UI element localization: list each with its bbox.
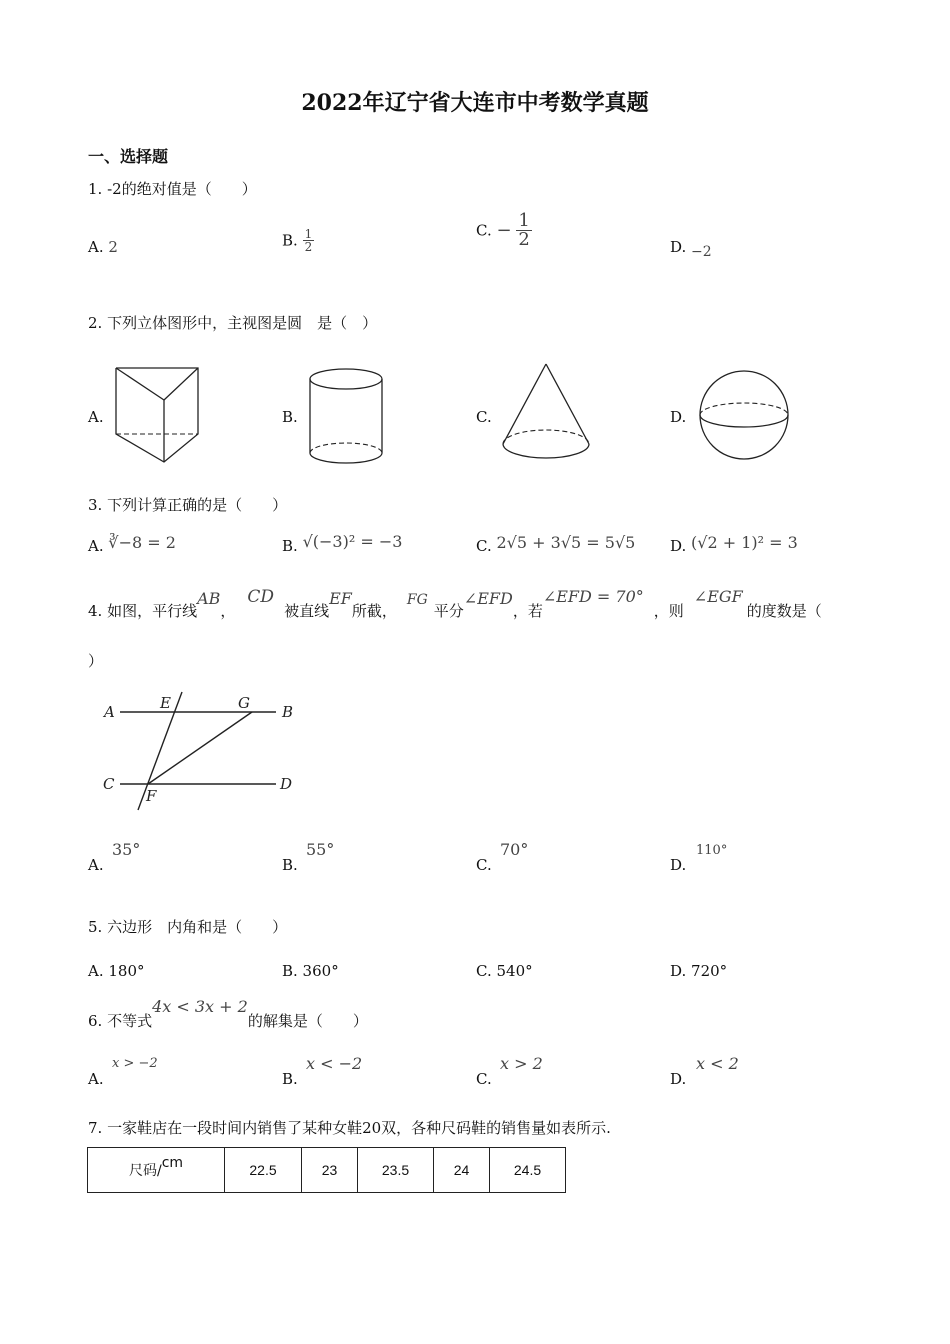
label-d: D	[280, 775, 293, 793]
cylinder-figure	[305, 365, 387, 469]
cone-figure	[498, 360, 594, 466]
q4-stem-line2: ）	[88, 652, 104, 670]
q4-option-c-value: 70°	[500, 840, 529, 859]
q3-stem: 3. 下列计算正确的是（ ）	[88, 496, 288, 514]
q3-option-a-value: ∛−8 = 2	[108, 533, 176, 552]
q3-option-a	[88, 533, 176, 555]
table-cell: 22.5	[225, 1148, 302, 1193]
q7-stem: 7. 一家鞋店在一段时间内销售了某种女鞋20双，各种尺码鞋的销售量如表所示.	[88, 1119, 611, 1137]
q6-text: 的解集是（ ）	[247, 1012, 368, 1030]
label-c: C	[103, 775, 115, 793]
table-cell: 23	[302, 1148, 358, 1193]
q1-option-a	[88, 238, 118, 256]
q4-option-d-label: D.	[670, 856, 687, 874]
q1-option-c-numerator: 1	[518, 210, 530, 231]
q1-option-d-value: −2	[691, 244, 712, 260]
q5-option-a: A. 180°	[88, 962, 145, 980]
q4-option-a-label: A.	[88, 856, 104, 874]
q4-text: 的度数是（	[746, 602, 822, 620]
q1-option-c-denominator: 2	[518, 229, 530, 250]
table-row	[88, 1148, 566, 1193]
label-f: F	[146, 787, 157, 805]
q1-option-b-denominator: 2	[304, 240, 313, 254]
q4-text: ，则	[653, 602, 684, 620]
q6-option-c-label: C.	[476, 1070, 492, 1088]
q6-stem	[88, 997, 368, 1031]
q6-math-inequality: 4x < 3x + 2	[152, 997, 248, 1016]
q3-option-d-value: (√2 + 1)² = 3	[691, 533, 798, 552]
q1-option-c	[476, 212, 532, 249]
q2-option-d-label: D.	[670, 408, 687, 426]
q4-option-b-label: B.	[282, 856, 298, 874]
q4-option-c-label: C.	[476, 856, 492, 874]
table-header-unit: cm	[161, 1155, 184, 1171]
triangular-prism-figure	[110, 362, 202, 466]
q5-option-b: B. 360°	[282, 962, 339, 980]
q3-option-b-label: B.	[282, 537, 298, 555]
q4-math-cd: CD	[247, 587, 275, 607]
label-b: B	[282, 703, 294, 721]
line-fg	[148, 712, 252, 784]
parallel-lines-figure	[98, 688, 308, 816]
q3-option-c-label: C.	[476, 537, 492, 555]
q2-stem: 2. 下列立体图形中，主视图是圆 是（ ）	[88, 314, 378, 332]
q6-text: 6. 不等式	[88, 1012, 153, 1030]
q4-math-ab: AB	[197, 589, 221, 608]
q4-text: ，	[220, 602, 236, 620]
q3-option-d	[670, 533, 798, 555]
label-e: E	[160, 694, 171, 712]
q5-stem: 5. 六边形 内角和是（ ）	[88, 918, 288, 936]
q3-option-b-value: √(−3)² = −3	[302, 532, 403, 551]
q4-text: ，若	[512, 602, 543, 620]
q1-option-a-value: 2	[108, 238, 118, 256]
q4-text: 4. 如图，平行线	[88, 602, 198, 620]
q4-option-b-value: 55°	[306, 840, 335, 859]
q3-option-c-value: 2√5 + 3√5 = 5√5	[496, 533, 636, 552]
table-header-label: 尺码/	[128, 1163, 162, 1179]
q1-option-a-label: A.	[88, 238, 104, 256]
q4-math-fg: FG	[406, 592, 428, 608]
table-header-cell	[88, 1148, 225, 1193]
q1-option-d-label: D.	[670, 238, 687, 256]
table-cell: 23.5	[358, 1148, 434, 1193]
q1-option-b	[282, 228, 314, 253]
q6-option-b-label: B.	[282, 1070, 298, 1088]
sphere-figure	[697, 370, 791, 462]
q1-option-c-label: C.	[476, 221, 492, 240]
q6-option-c-value: x > 2	[500, 1054, 543, 1073]
q4-option-a-value: 35°	[112, 840, 141, 859]
q2-option-c-label: C.	[476, 408, 492, 426]
q4-text: 被直线	[284, 602, 330, 620]
q4-math-ef: EF	[329, 589, 352, 608]
page-title: 2022年辽宁省大连市中考数学真题	[301, 90, 649, 116]
q6-option-b-value: x < −2	[306, 1054, 363, 1073]
q5-option-c: C. 540°	[476, 962, 533, 980]
q2-option-b-label: B.	[282, 408, 298, 426]
section-heading: 一、选择题	[88, 147, 169, 166]
q6-option-a-label: A.	[88, 1070, 104, 1088]
q6-option-d-label: D.	[670, 1070, 687, 1088]
q1-option-b-fraction	[303, 228, 315, 253]
q3-option-b	[282, 532, 403, 555]
q1-option-b-numerator: 1	[304, 227, 313, 241]
shoe-size-table	[87, 1147, 566, 1193]
q1-option-c-fraction	[516, 212, 531, 249]
table-cell: 24	[434, 1148, 490, 1193]
q4-text: 所截，	[351, 602, 397, 620]
q4-math-efd: ∠EFD	[463, 589, 513, 608]
q6-option-d-value: x < 2	[696, 1054, 739, 1073]
q1-option-b-label: B.	[282, 231, 298, 250]
q3-option-d-label: D.	[670, 537, 687, 555]
q1-option-c-sign: −	[496, 220, 512, 241]
q4-math-egf: ∠EGF	[693, 587, 743, 606]
q3-option-a-label: A.	[88, 537, 104, 555]
q4-stem-line1	[88, 587, 822, 621]
q1-option-d	[670, 238, 712, 260]
q6-option-a-value: x > −2	[112, 1056, 158, 1071]
q4-text: 平分	[433, 602, 464, 620]
q5-option-d: D. 720°	[670, 962, 728, 980]
table-cell: 24.5	[490, 1148, 566, 1193]
label-a: A	[104, 703, 115, 721]
q2-option-a-label: A.	[88, 408, 104, 426]
q4-math-condition: ∠EFD = 70°	[542, 587, 644, 606]
q1-stem: 1. -2的绝对值是（ ）	[88, 180, 257, 198]
q4-option-d-value: 110°	[696, 843, 728, 858]
label-g: G	[238, 694, 250, 712]
q3-option-c	[476, 533, 636, 555]
